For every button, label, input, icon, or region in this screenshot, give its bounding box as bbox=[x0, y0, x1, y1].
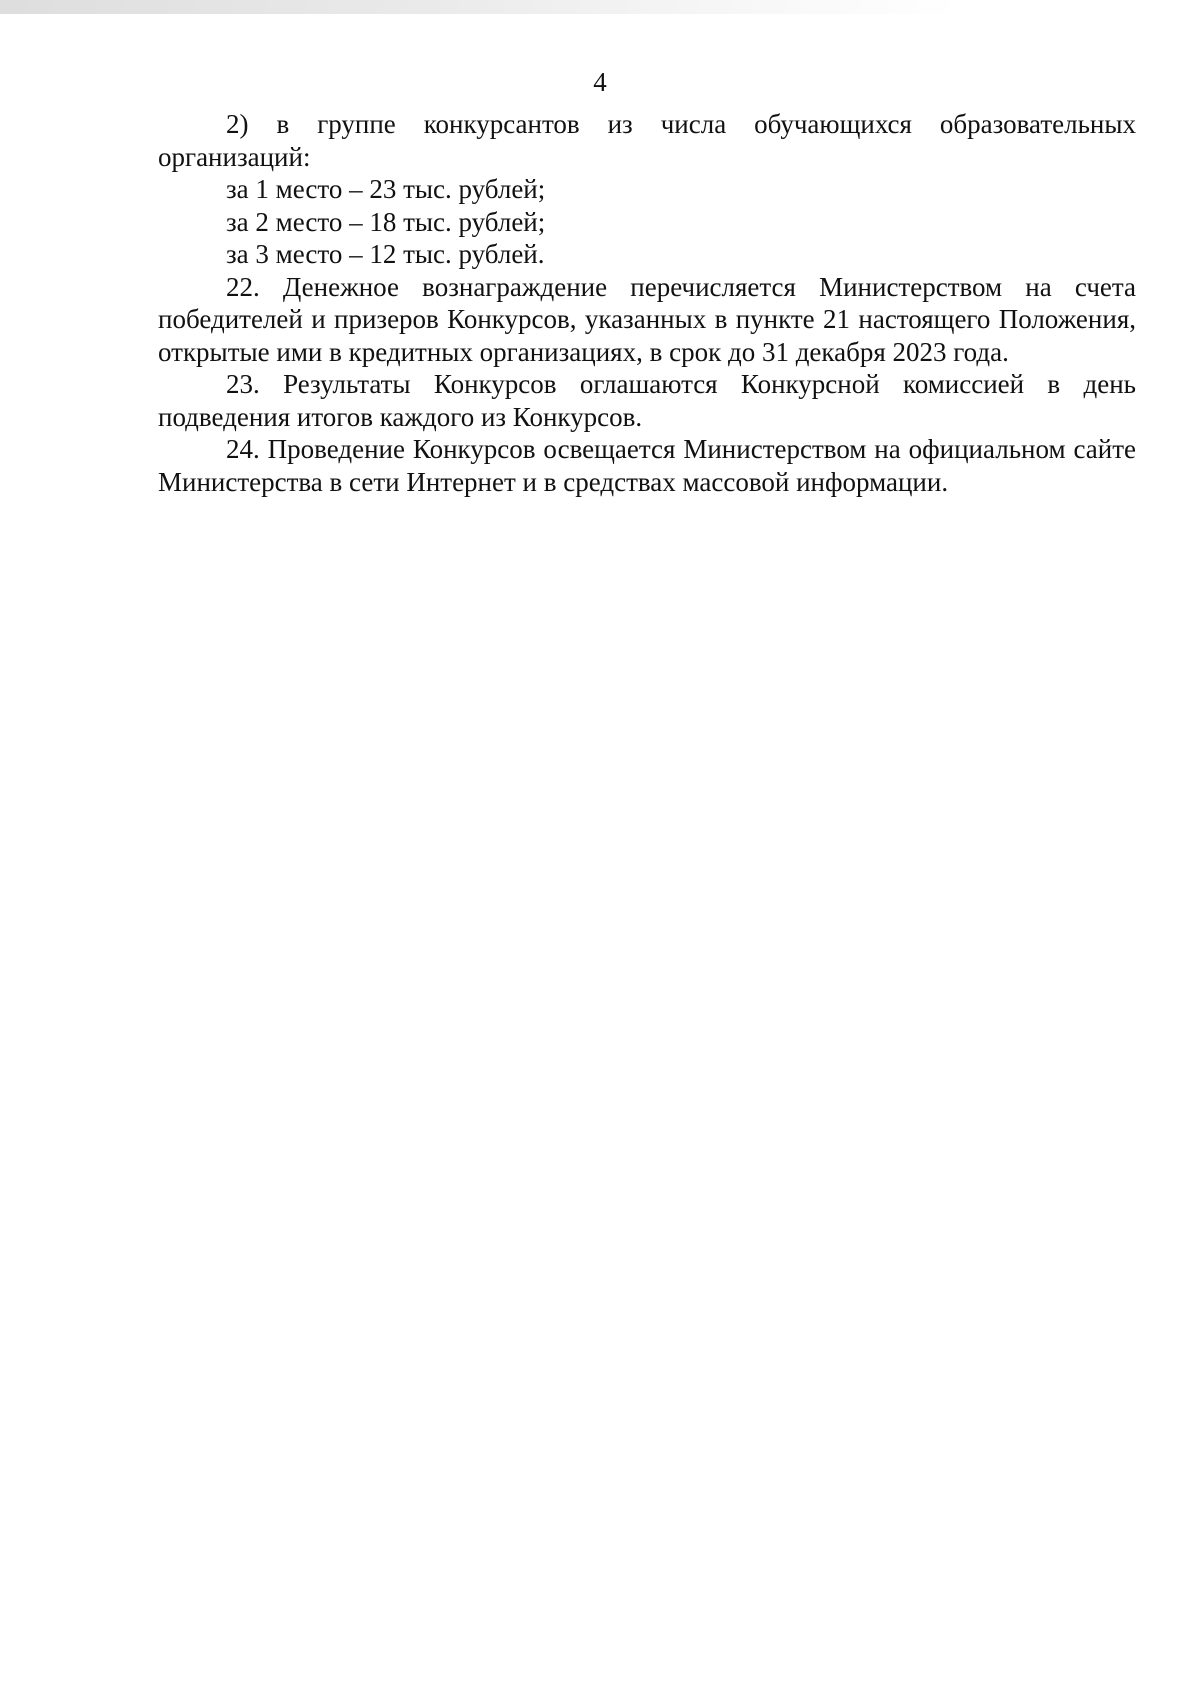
document-body bbox=[158, 108, 1136, 498]
paragraph-2-intro: 2) в группе конкурсантов из числа обучающихся образовательных организаций: bbox=[158, 109, 1136, 172]
scan-edge-noise bbox=[0, 0, 1200, 14]
page-number: 4 bbox=[593, 67, 607, 97]
prize-line-place-3: за 3 место – 12 тыс. рублей. bbox=[226, 239, 545, 269]
paragraph-22: 22. Денежное вознаграждение перечисляется Министерством на счета победителей и призеров Конкурсов, указанных в пункте 21 настоящего Положения, открытые ими в кредитных организациях, в срок до 31 декабря 2023 года. bbox=[158, 271, 1136, 367]
paragraph-23: 23. Результаты Конкурсов оглашаются Конкурсной комиссией в день подведения итогов каждого из Конкурсов. bbox=[158, 369, 1136, 432]
prize-line-place-2: за 2 место – 18 тыс. рублей; bbox=[226, 206, 546, 237]
prize-line-place-1: за 1 место – 23 тыс. рублей; bbox=[226, 174, 546, 204]
paragraph-24: 24. Проведение Конкурсов освещается Министерством на официальном сайте Министерства в сети Интернет и в средствах массовой информации. bbox=[158, 434, 1136, 497]
